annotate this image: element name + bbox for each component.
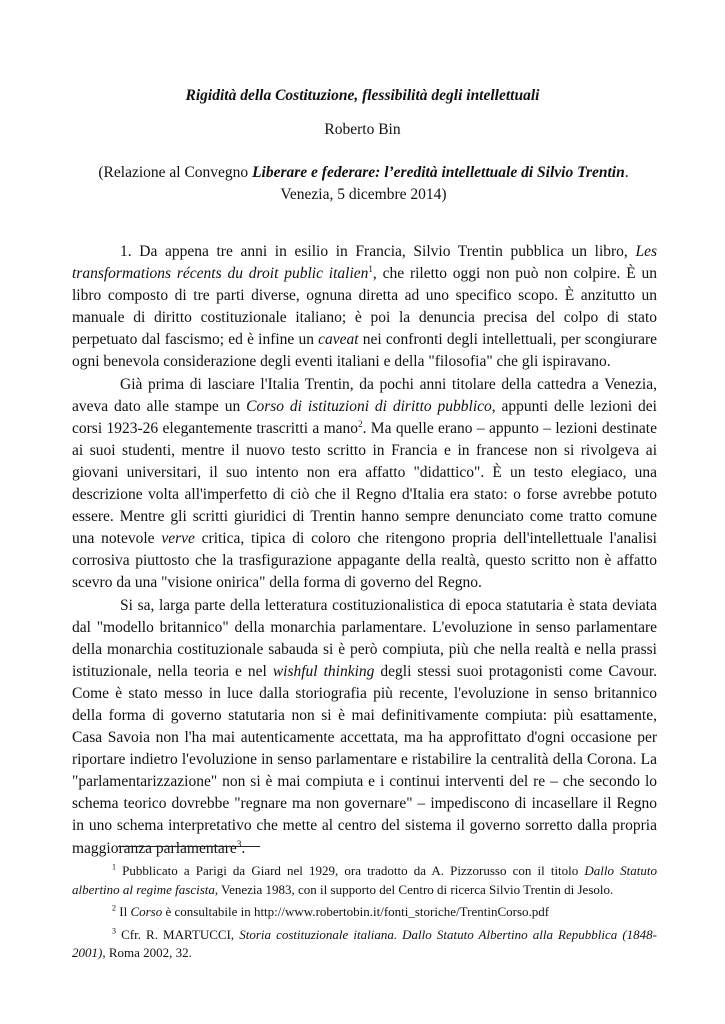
conference-suffix: . Venezia, 5 dicembre 2014) — [280, 164, 629, 203]
p1-text-e: nei confronti degli intellettuali, per scongiurare ogni benevola considerazione degli eventi italiani e della "filosofia" che gli ispiravano. — [72, 331, 657, 371]
body-text — [72, 241, 657, 860]
p2-text-f: critica, tipica di coloro che ritengono propria dell'intellettuale l'analisi corrosiva piuttosto che la trasfigurazione appagante della realtà, questo scritto non è affatto scevro da una "visione onirica" della forma di governo del Regno. — [72, 530, 657, 592]
footnote-1-text-c: , Venezia 1983, con il supporto del Centro di ricerca Silvio Trentin di Jesolo. — [214, 881, 614, 897]
paper-title: Rigidità della Costituzione, flessibilità degli intellettuali — [185, 87, 540, 104]
footnote-ref-2: 2 — [358, 418, 363, 429]
p1-text-c: , che riletto oggi non può non colpire. È un libro composto di tre parti diverse, ognuna diretta ad uno specifico scopo. È anzitutto un manuale di diritto costituzionale italiano; è poi la denuncia precisa del colpo di stato perpetuato dal fascismo; ed è infine un — [72, 265, 657, 349]
p1-caveat: caveat — [318, 331, 359, 349]
footnotes — [72, 862, 657, 967]
p3-text-c: degli stessi suoi protagonisti come Cavour. Come è stato messo in luce dalla storiografia più recente, l'evoluzione in senso britannico della forma di governo statutaria non si è mai definitivamente compiuta: più esattamente, Casa Savoia non l'ha mai autenticamente accettata, ma ha approfittato d'ogni occasione per riportare indietro l'evoluzione in senso parlamentare e ristabilire la centralità della Corona. La "parlamentarizzazione" non si è mai compiuta e i continui interventi del re – che secondo lo schema teorico dovrebbe "regnare ma non governare" – impediscono di incasellare il Regno in uno schema interpretativo che mette al centro del sistema il governo sorretto dalla propria maggioranza parlamentare — [72, 662, 658, 857]
author-name: Roberto Bin — [324, 121, 401, 138]
footnote-ref-3: 3 — [236, 838, 242, 849]
footnote-1 — [72, 862, 657, 899]
footnote-1-title: Dallo Statuto albertino al regime fascista — [72, 863, 657, 897]
paragraph-1 — [72, 241, 657, 374]
footnote-3-title: Storia costituzionale italiana. Dallo Statuto Albertino alla Repubblica (1848-2001) — [72, 926, 657, 960]
footnote-1-text-a: Pubblicato a Parigi da Giard nel 1929, ora tradotto da A. Pizzorusso con il titolo — [116, 863, 585, 878]
p3-text-d: . — [241, 839, 246, 857]
p1-book-title: Les transformations récents du droit public italien — [72, 243, 657, 283]
p2-corso-title: Corso di istituzioni di diritto pubblico — [246, 397, 492, 415]
footnote-2-corso: Corso — [130, 904, 163, 919]
conference-note — [72, 162, 655, 206]
p2-text-a: Già prima di lasciare l'Italia Trentin, da pochi anni titolare della cattedra a Venezia, aveva dato alle stampe un — [72, 375, 657, 415]
footnote-2-number: 2 — [112, 903, 116, 913]
p3-wishful-thinking: wishful thinking — [272, 662, 375, 680]
p1-text-a: 1. Da appena tre anni in esilio in Francia, Silvio Trentin pubblica un libro, — [120, 243, 636, 260]
footnote-3-number: 3 — [112, 926, 116, 936]
footnote-3 — [72, 926, 657, 963]
footnote-3-text-a: Cfr. R. MARTUCCI, — [116, 926, 240, 942]
footnote-separator — [118, 846, 260, 847]
p2-verve: verve — [161, 530, 195, 548]
p3-text-a: Si sa, larga parte della letteratura costituzionalistica di epoca statutaria è stata deviata dal "modello britannico" della monarchia parlamentare. L'evoluzione in senso parlamentare della monarchia costituzionale sabauda si è però compiuta, più che nella realtà e nella prassi istituzionale, nella teoria e nel — [72, 596, 657, 680]
conference-title: Liberare e federare: l’eredità intellettuale di Silvio Trentin — [252, 164, 625, 181]
footnote-1-number: 1 — [112, 862, 116, 872]
footnote-ref-1: 1 — [368, 263, 373, 274]
conference-prefix: (Relazione al Convegno — [98, 164, 253, 181]
p2-text-c: , appunti delle lezioni dei corsi 1923-26 elegantemente trascritti a mano — [72, 397, 657, 437]
footnote-2-text-a: Il — [116, 904, 131, 919]
paragraph-3 — [72, 595, 657, 860]
footnote-2-text-c: è consultabile in http://www.robertobin.it/fonti_storiche/TrentinCorso.pdf — [162, 904, 550, 919]
footnote-2 — [72, 903, 657, 922]
p2-text-d: . Ma quelle erano – appunto – lezioni destinate ai suoi studenti, mentre il nuovo testo scritto in Francia e in francese non si rivolgeva ai giovani universitari, il suo intento non era affatto "didattico". È un testo elegiaco, una descrizione volta all'imperfetto di ciò che il Regno d'Italia era stato: o forse avrebbe potuto essere. Mentre gli scritti giuridici di Trentin hanno sempre denunciato come tratto comune una notevole — [72, 419, 657, 548]
footnote-3-text-c: , Roma 2002, 32. — [102, 945, 192, 960]
paragraph-2 — [72, 374, 657, 595]
